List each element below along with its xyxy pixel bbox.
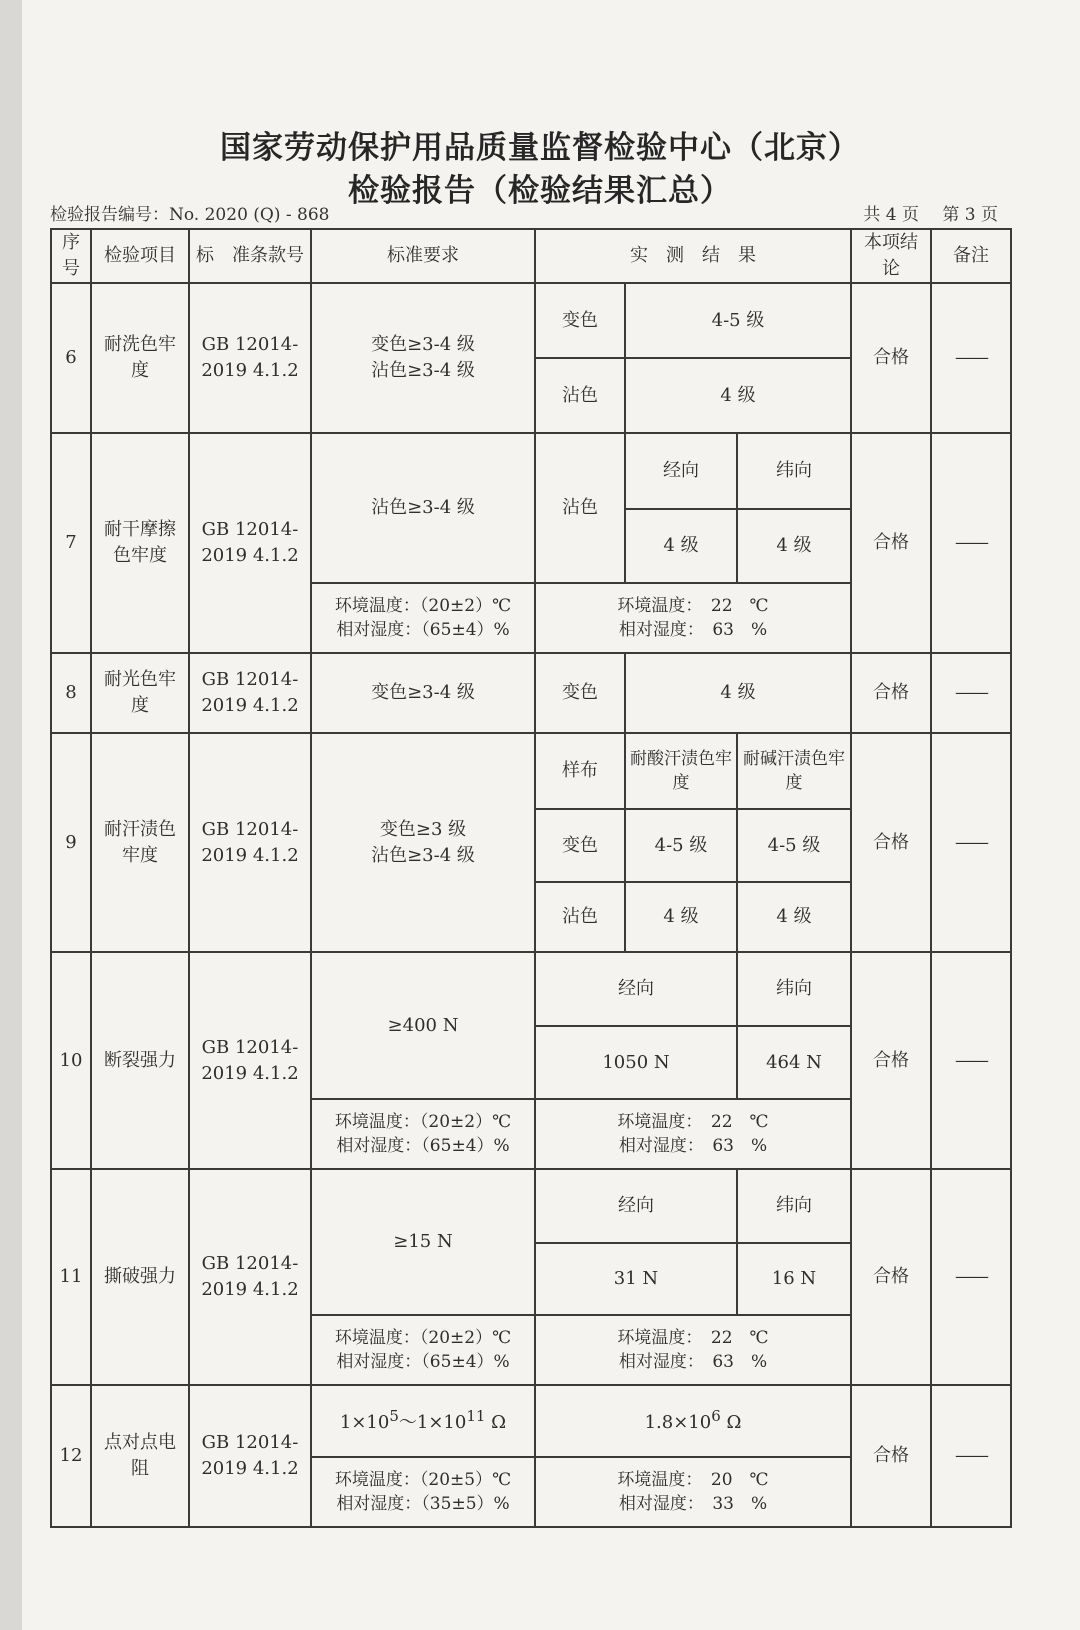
total-pages: 共 4 页 [863, 205, 919, 225]
row-item: 断裂强力 [91, 952, 189, 1169]
row-requirement: 变色≥3 级 沾色≥3-4 级 [311, 733, 535, 952]
row-requirement: ≥15 N [311, 1169, 535, 1315]
req-exponent: 11 [466, 1407, 486, 1426]
row-conclusion: 合格 [851, 283, 931, 433]
row-remark: —— [931, 1169, 1011, 1385]
row-seq: 10 [51, 952, 91, 1169]
col-seq: 序号 [51, 229, 91, 283]
env-actual: 环境温度： 22 ℃ 相对湿度： 63 % [535, 1315, 851, 1385]
table-row [51, 1169, 1011, 1243]
result-value-warp: 31 N [535, 1243, 737, 1315]
table-row [51, 433, 1011, 509]
result-subheader-weft: 纬向 [737, 1169, 851, 1243]
req-unit: Ω [485, 1412, 507, 1434]
row-item: 点对点电阻 [91, 1385, 189, 1527]
row-conclusion: 合格 [851, 1385, 931, 1527]
row-remark: —— [931, 733, 1011, 952]
row-clause: GB 12014-2019 4.1.2 [189, 733, 311, 952]
row-seq: 6 [51, 283, 91, 433]
result-subheader-weft: 纬向 [737, 952, 851, 1026]
table-row [51, 283, 1011, 358]
results-table [50, 228, 1012, 1528]
page-edge-shadow [0, 0, 22, 1630]
result-value-weft: 4 级 [737, 509, 851, 583]
row-seq: 12 [51, 1385, 91, 1527]
col-requirement: 标准要求 [311, 229, 535, 283]
row-conclusion: 合格 [851, 653, 931, 733]
row-item: 耐汗渍色牢度 [91, 733, 189, 952]
result-label: 沾色 [535, 882, 625, 952]
result-subheader-weft: 纬向 [737, 433, 851, 509]
result-value-warp: 4 级 [625, 509, 737, 583]
row-clause: GB 12014-2019 4.1.2 [189, 283, 311, 433]
result-subheader-alkali: 耐碱汗渍色牢度 [737, 733, 851, 809]
row-item: 耐光色牢度 [91, 653, 189, 733]
env-actual: 环境温度： 22 ℃ 相对湿度： 63 % [535, 583, 851, 653]
row-clause: GB 12014-2019 4.1.2 [189, 1385, 311, 1527]
row-conclusion: 合格 [851, 433, 931, 653]
val-base: 1.8×10 [644, 1412, 712, 1434]
env-requirement: 环境温度：（20±2）℃ 相对湿度：（65±4）% [311, 1099, 535, 1169]
col-conclusion: 本项结论 [851, 229, 931, 283]
report-number: 检验报告编号：No. 2020 (Q) - 868 [50, 205, 330, 225]
col-item: 检验项目 [91, 229, 189, 283]
row-seq: 11 [51, 1169, 91, 1385]
val-unit: Ω [720, 1412, 742, 1434]
result-value-alkali: 4 级 [737, 882, 851, 952]
result-value: 4 级 [625, 653, 851, 733]
row-conclusion: 合格 [851, 1169, 931, 1385]
result-label: 变色 [535, 283, 625, 358]
row-conclusion: 合格 [851, 733, 931, 952]
row-remark: —— [931, 653, 1011, 733]
page-info [845, 200, 998, 225]
table-row [51, 952, 1011, 1026]
result-label: 沾色 [535, 358, 625, 433]
env-requirement: 环境温度：（20±2）℃ 相对湿度：（65±4）% [311, 583, 535, 653]
table-row [51, 653, 1011, 733]
doc-title: 检验报告（检验结果汇总） [348, 173, 732, 209]
req-range: ～1×10 [398, 1412, 467, 1434]
table-row [51, 733, 1011, 809]
row-remark: —— [931, 1385, 1011, 1527]
row-seq: 7 [51, 433, 91, 653]
col-clause: 标 准条款号 [189, 229, 311, 283]
table-header [51, 229, 1011, 283]
env-requirement: 环境温度：（20±5）℃ 相对湿度：（35±5）% [311, 1457, 535, 1527]
table-row [51, 1385, 1011, 1457]
result-value-weft: 16 N [737, 1243, 851, 1315]
result-label: 沾色 [535, 433, 625, 583]
row-seq: 9 [51, 733, 91, 952]
row-clause: GB 12014-2019 4.1.2 [189, 1169, 311, 1385]
result-value [535, 1385, 851, 1457]
result-value-acid: 4-5 级 [625, 809, 737, 882]
result-subheader-warp: 经向 [535, 1169, 737, 1243]
result-label: 变色 [535, 809, 625, 882]
org-title: 国家劳动保护用品质量监督检验中心（北京） [220, 130, 860, 166]
result-subheader-acid: 耐酸汗渍色牢度 [625, 733, 737, 809]
result-value-weft: 464 N [737, 1026, 851, 1099]
row-requirement: 沾色≥3-4 级 [311, 433, 535, 583]
row-remark: —— [931, 283, 1011, 433]
row-item: 耐干摩擦色牢度 [91, 433, 189, 653]
env-actual: 环境温度： 20 ℃ 相对湿度： 33 % [535, 1457, 851, 1527]
col-result: 实 测 结 果 [535, 229, 851, 283]
result-label: 变色 [535, 653, 625, 733]
req-exponent: 5 [389, 1407, 399, 1426]
row-conclusion: 合格 [851, 952, 931, 1169]
result-subheader-sample: 样布 [535, 733, 625, 809]
row-requirement: 变色≥3-4 级 [311, 653, 535, 733]
row-clause: GB 12014-2019 4.1.2 [189, 433, 311, 653]
row-item: 撕破强力 [91, 1169, 189, 1385]
result-subheader-warp: 经向 [535, 952, 737, 1026]
row-item: 耐洗色牢度 [91, 283, 189, 433]
row-requirement: 变色≥3-4 级 沾色≥3-4 级 [311, 283, 535, 433]
result-subheader-warp: 经向 [625, 433, 737, 509]
col-remark: 备注 [931, 229, 1011, 283]
result-value: 4 级 [625, 358, 851, 433]
env-actual: 环境温度： 22 ℃ 相对湿度： 63 % [535, 1099, 851, 1169]
result-value-acid: 4 级 [625, 882, 737, 952]
row-remark: —— [931, 433, 1011, 653]
result-value-warp: 1050 N [535, 1026, 737, 1099]
row-clause: GB 12014-2019 4.1.2 [189, 952, 311, 1169]
env-requirement: 环境温度：（20±2）℃ 相对湿度：（65±4）% [311, 1315, 535, 1385]
row-seq: 8 [51, 653, 91, 733]
row-clause: GB 12014-2019 4.1.2 [189, 653, 311, 733]
row-remark: —— [931, 952, 1011, 1169]
page-number: 第 3 页 [942, 205, 998, 225]
row-requirement [311, 1385, 535, 1457]
val-exponent: 6 [711, 1407, 721, 1426]
req-base: 1×10 [339, 1412, 390, 1434]
row-requirement: ≥400 N [311, 952, 535, 1099]
result-value: 4-5 级 [625, 283, 851, 358]
result-value-alkali: 4-5 级 [737, 809, 851, 882]
